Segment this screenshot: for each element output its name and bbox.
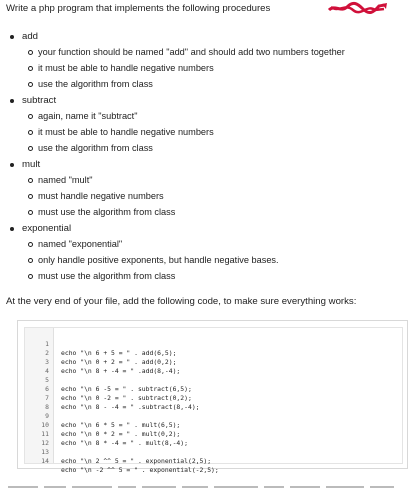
line-number: 5	[45, 376, 49, 384]
circle-bullet-icon	[28, 66, 33, 71]
line-number: 3	[45, 358, 49, 366]
code-editor	[24, 327, 403, 474]
section-title: exponential	[22, 223, 72, 234]
line-number: 9	[45, 412, 49, 420]
section-title: mult	[22, 159, 41, 170]
cut-off-text-line	[8, 486, 403, 492]
code-text: echo "\n 8 * -4 = " . mult(8,-4);	[61, 439, 188, 447]
code-text: echo "\n 0 + 2 = " . add(0,2);	[61, 358, 177, 366]
line-number: 1	[45, 340, 49, 348]
line-number: 6	[45, 385, 49, 393]
line-number: 2	[45, 349, 49, 357]
circle-bullet-icon	[28, 210, 33, 215]
bullet-dot-icon	[10, 99, 14, 103]
code-text: echo "\n 6 -5 = " . subtract(6,5);	[61, 385, 192, 393]
intro-text: Write a php program that implements the following procedures	[6, 3, 271, 14]
code-line	[25, 358, 56, 375]
document: Write a php program that implements the following procedures add your function should be named "add" and should add two numbers together it must be able to handle negative numbers use the algorithm from class subtract again, name it "subtract" it must be able to handle negative numbers use the algorithm from class mult named "mult" must handle negative numbers must use the algorithm from class exponential named "exponential" only handle positive exponents, but handle negative bases. must use the algorithm from class At the very end of your file, add the following code, to make sure everything works: 1 echo "\n 6 + 5 = " . add(6,5); 2 echo "\n 0 + 2 = " . add(0,2); 3 echo "\n 8 + -4 = " .add(8,-4); 4 5 echo "\n 6 -5 = " . subtract(6,5); 6 echo "\n 0 -2 = " . subtract(0,2); 7 echo "\n 8 - -4 = " .subtract(8,-4); 8 9 echo "\n 6 * 5 = " . mult(6,5); 10 echo "\n 0 * 2 = " . mult(0,2); 11 echo "\n 8 * -4 = " . mult(8,-4); 12 13 echo "\n 2 ^^ 5 = " . exponential(2,5); 14 echo "\n -2 ^^ 5 = " . exponential(-2,5);	[0, 0, 410, 492]
code-line	[25, 448, 219, 474]
line-number: 13	[41, 448, 49, 456]
code-text: echo "\n 8 + -4 = " .add(8,-4);	[61, 367, 181, 375]
line-number: 12	[41, 439, 49, 447]
section-title: add	[22, 31, 39, 42]
line-number: 14	[41, 457, 49, 465]
code-text: echo "\n 0 -2 = " . subtract(0,2);	[61, 394, 192, 402]
line-number: 8	[45, 403, 49, 411]
code-line	[25, 394, 56, 411]
line-number: 7	[45, 394, 49, 402]
bullet-dot-icon	[10, 163, 14, 167]
circle-bullet-icon	[28, 274, 33, 279]
circle-bullet-icon	[28, 146, 33, 151]
code-text: echo "\n 6 * 5 = " . mult(6,5);	[61, 421, 181, 429]
line-number: 4	[45, 367, 49, 375]
code-line	[25, 430, 56, 447]
redaction-scribble	[327, 1, 389, 15]
code-block	[17, 320, 408, 474]
circle-bullet-icon	[28, 130, 33, 135]
code-text: echo "\n 8 - -4 = " .subtract(8,-4);	[61, 403, 200, 411]
code-text: echo "\n 6 + 5 = " . add(6,5);	[61, 349, 177, 357]
circle-bullet-icon	[28, 82, 33, 87]
code-text: echo "\n 0 * 2 = " . mult(0,2);	[61, 430, 181, 438]
code-line	[25, 331, 177, 357]
circle-bullet-icon	[28, 194, 33, 199]
line-number: 11	[41, 430, 49, 438]
code-text: echo "\n -2 ^^ 5 = " . exponential(-2,5);	[61, 466, 219, 474]
circle-bullet-icon	[28, 178, 33, 183]
circle-bullet-icon	[28, 114, 33, 119]
code-text: echo "\n 2 ^^ 5 = " . exponential(2,5);	[61, 457, 212, 465]
section-title: subtract	[22, 95, 57, 106]
line-number: 10	[41, 421, 49, 429]
closing-text: At the very end of your file, add the following code, to make sure everything works:	[6, 296, 357, 307]
bullet-dot-icon	[10, 35, 14, 39]
circle-bullet-icon	[28, 242, 33, 247]
circle-bullet-icon	[28, 258, 33, 263]
circle-bullet-icon	[28, 50, 33, 55]
bullet-dot-icon	[10, 227, 14, 231]
